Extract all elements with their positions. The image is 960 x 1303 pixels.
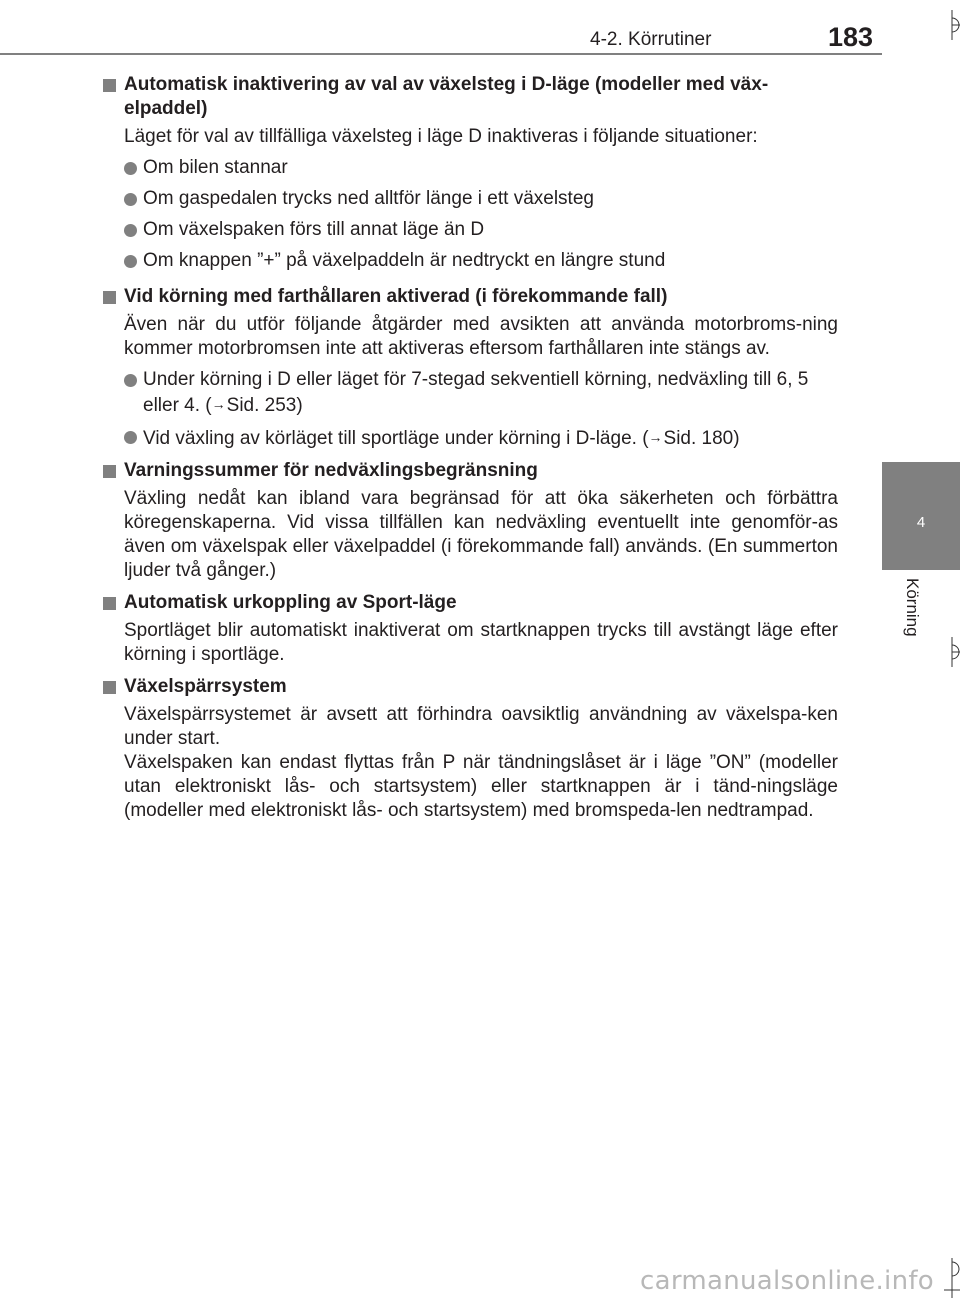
list-item-text: Under körning i D eller läget för 7-stegad sekventiell körning, nedväxling till 6, 5 eller 4. ( xyxy=(143,369,809,416)
heading-text: Automatisk urkoppling av Sport-läge xyxy=(124,592,457,613)
list-item-text: Vid växling av körläget till sportläge under körning i D-läge. ( xyxy=(143,428,649,449)
header-rule xyxy=(0,53,882,55)
round-bullet-icon xyxy=(124,224,137,237)
bullet-list xyxy=(124,368,838,451)
section-paragraph: Läget för val av tillfälliga växelsteg i läge D inaktiveras i följande situationer: xyxy=(124,126,758,147)
list-item-text: Om knappen ”+” på växelpaddeln är nedtryckt en längre stund xyxy=(143,250,666,271)
heading-text: Växelspärrsystem xyxy=(124,676,287,697)
section-paragraph: Sportläget blir automatiskt inaktiverat om startknappen trycks till avstängt läge efter körning i sportläge. xyxy=(124,620,838,665)
list-item xyxy=(124,249,838,273)
heading-line: elpaddel) xyxy=(124,98,208,119)
round-bullet-icon xyxy=(124,374,137,387)
list-item-tail: ) xyxy=(296,395,303,416)
section-heading xyxy=(103,459,838,483)
square-bullet-icon xyxy=(103,597,116,610)
section-heading xyxy=(103,675,838,699)
square-bullet-icon xyxy=(103,465,116,478)
section-heading xyxy=(103,285,838,309)
round-bullet-icon xyxy=(124,255,137,268)
chapter-label-text: Körning xyxy=(903,578,922,637)
list-item xyxy=(124,368,838,418)
bullet-list xyxy=(124,156,838,273)
watermark: carmanualsonline.info xyxy=(640,1266,935,1296)
round-bullet-icon xyxy=(124,431,137,444)
crop-mark-icon xyxy=(930,10,960,40)
arrow-right-icon: → xyxy=(648,429,663,445)
page-number: 183 xyxy=(828,22,874,52)
list-item-text: Om växelspaken förs till annat läge än D xyxy=(143,219,485,240)
list-item xyxy=(124,425,838,451)
square-bullet-icon xyxy=(103,291,116,304)
heading-line: Automatisk inaktivering av val av växelsteg i D-läge (modeller med väx- xyxy=(124,74,769,95)
round-bullet-icon xyxy=(124,193,137,206)
page-reference-text: Sid. 180 xyxy=(663,428,734,449)
section-heading xyxy=(103,591,838,615)
heading-text: Varningssummer för nedväxlingsbegränsning xyxy=(124,460,538,481)
chapter-number: 4 xyxy=(916,514,926,531)
chapter-tab[interactable] xyxy=(882,462,960,570)
page-reference-link[interactable] xyxy=(649,425,734,451)
section-sport-mode xyxy=(103,591,838,667)
arrow-right-icon: → xyxy=(211,396,226,412)
crop-mark-icon xyxy=(930,637,960,667)
page-content xyxy=(103,73,838,831)
page-reference-link[interactable] xyxy=(212,392,297,418)
square-bullet-icon xyxy=(103,79,116,92)
list-item xyxy=(124,187,838,211)
section-paragraph: Växling nedåt kan ibland vara begränsad för att öka säkerheten och förbättra köregenskaperna. Vid vissa tillfällen kan nedväxling eventuellt inte genomför-as även om växelspak eller växelpaddel (i förekommande fall) används. (En summerton ljuder två gånger.) xyxy=(124,488,838,581)
section-title: 4-2. Körrutiner xyxy=(590,29,712,50)
section-paragraph: Växelspärrsystemet är avsett att förhindra oavsiktlig användning av växelspa-ken under start. xyxy=(124,704,838,749)
list-item-tail: ) xyxy=(733,428,740,449)
section-downshift-buzzer xyxy=(103,459,838,583)
crop-mark-icon xyxy=(930,1258,960,1298)
chapter-label xyxy=(902,578,922,678)
list-item-text: Om gaspedalen trycks ned alltför länge i ett växelsteg xyxy=(143,188,594,209)
page-reference-text: Sid. 253 xyxy=(226,395,297,416)
round-bullet-icon xyxy=(124,162,137,175)
heading-text: Vid körning med farthållaren aktiverad (i förekommande fall) xyxy=(124,286,668,307)
section-heading xyxy=(103,73,838,121)
list-item xyxy=(124,156,838,180)
list-item xyxy=(124,218,838,242)
section-cruise-control xyxy=(103,285,838,451)
section-shift-lock xyxy=(103,675,838,823)
section-auto-deactivation xyxy=(103,73,838,273)
section-paragraph: Växelspaken kan endast flyttas från P när tändningslåset är i läge ”ON” (modeller utan elektroniskt lås- och startsystem) eller startknappen är i tänd-ningsläge (modeller med elektroniskt lås- och startsystem) med bromspeda-len nedtrampad. xyxy=(124,752,838,821)
square-bullet-icon xyxy=(103,681,116,694)
section-paragraph: Även när du utför följande åtgärder med avsikten att använda motorbroms-ning kommer motorbromsen inte att aktiveras eftersom farthållaren inte stängs av. xyxy=(124,314,838,359)
list-item-text: Om bilen stannar xyxy=(143,157,288,178)
